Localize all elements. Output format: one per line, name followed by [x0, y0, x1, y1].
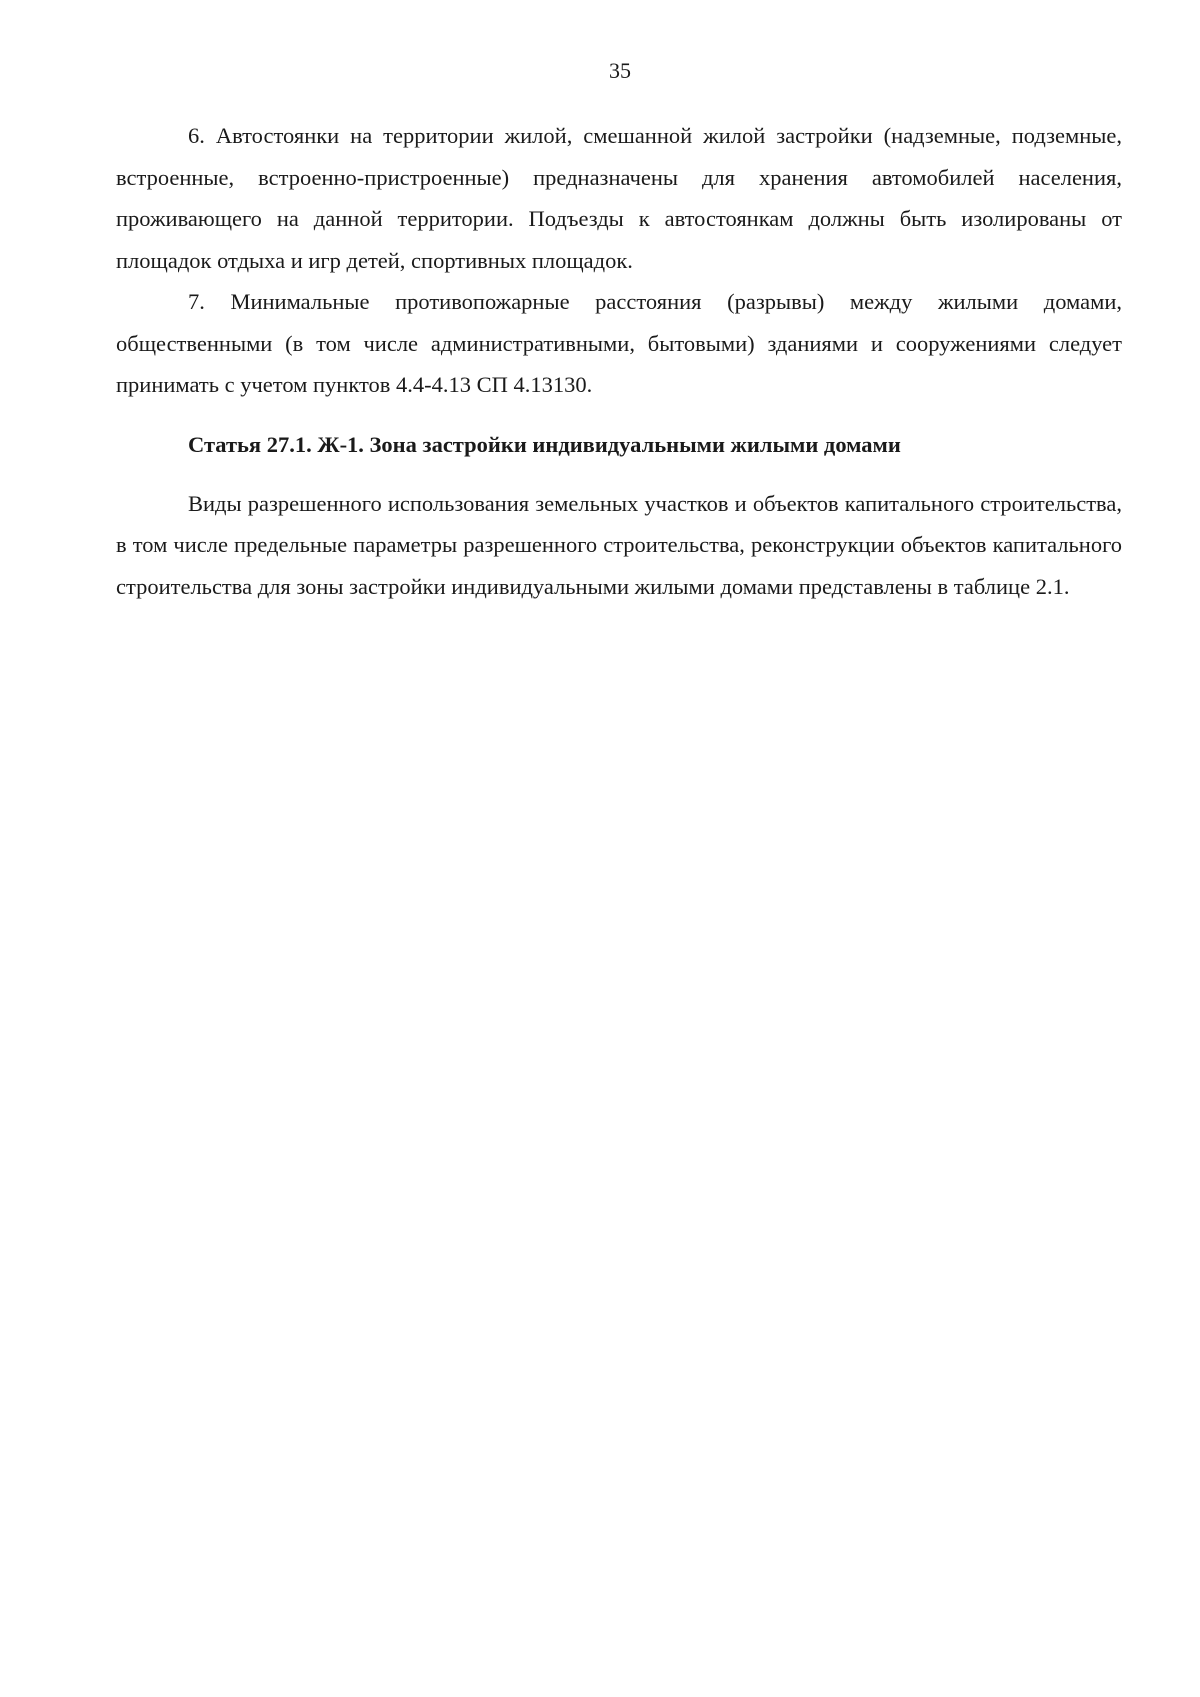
document-body	[116, 115, 1122, 607]
article-heading: Статья 27.1. Ж-1. Зона застройки индивидуальными жилыми домами	[188, 431, 901, 457]
page-number: 35	[609, 58, 631, 83]
paragraph-item-7: 7. Минимальные противопожарные расстояния (разрывы) между жилыми домами, общественными (в том числе административными, бытовыми) зданиями и сооружениями следует принимать с учетом пунктов 4.4-4.13 СП 4.13130.	[116, 289, 1122, 397]
paragraph-zone-description: Виды разрешенного использования земельных участков и объектов капитального строительства, в том числе предельные параметры разрешенного строительства, реконструкции объектов капитального строительства для зоны застройки индивидуальными жилыми домами представлены в таблице 2.1.	[116, 490, 1122, 599]
paragraph-item-6: 6. Автостоянки на территории жилой, смешанной жилой застройки (надземные, подземные, встроенные, встроенно-пристроенные) предназначены для хранения автомобилей населения, проживающего на данной территории. Подъезды к автостоянкам должны быть изолированы от площадок отдыха и игр детей, спортивных площадок.	[116, 123, 1122, 273]
